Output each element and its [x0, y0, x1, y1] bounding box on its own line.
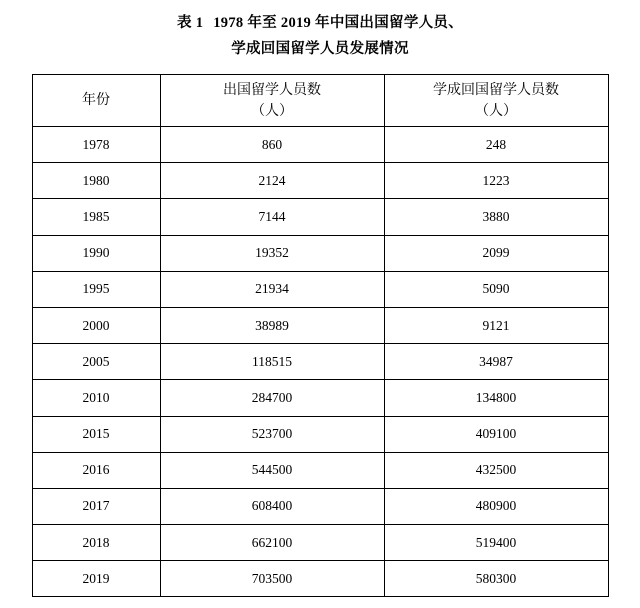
cell-year: 2017: [32, 488, 160, 524]
cell-year: 1995: [32, 271, 160, 307]
table-row: [32, 452, 608, 488]
cell-returned: 248: [384, 127, 608, 163]
table-row: [32, 344, 608, 380]
cell-year: 1978: [32, 127, 160, 163]
cell-returned: 480900: [384, 488, 608, 524]
cell-outbound: 21934: [160, 271, 384, 307]
cell-returned: 1223: [384, 163, 608, 199]
cell-year: 2005: [32, 344, 160, 380]
column-header-outbound-label: 出国留学人员数: [223, 82, 321, 98]
cell-outbound: 523700: [160, 416, 384, 452]
cell-outbound: 662100: [160, 525, 384, 561]
cell-outbound: 19352: [160, 235, 384, 271]
cell-outbound: 118515: [160, 344, 384, 380]
caption-title-part-2: 学成回国留学人员发展情况: [231, 41, 409, 57]
table-number: 表 1: [176, 15, 204, 31]
table-row: [32, 525, 608, 561]
table-row: [32, 561, 608, 597]
column-header-year: [32, 75, 160, 127]
table-caption: [0, 0, 640, 62]
table-row: [32, 235, 608, 271]
table-row: [32, 199, 608, 235]
cell-year: 2018: [32, 525, 160, 561]
cell-returned: 134800: [384, 380, 608, 416]
table-row: [32, 271, 608, 307]
table-row: [32, 127, 608, 163]
table-body: [32, 127, 608, 597]
column-header-returned: [384, 75, 608, 127]
cell-returned: 3880: [384, 199, 608, 235]
cell-outbound: 38989: [160, 307, 384, 343]
column-header-outbound: [160, 75, 384, 127]
cell-returned: 580300: [384, 561, 608, 597]
cell-returned: 432500: [384, 452, 608, 488]
table-row: [32, 416, 608, 452]
column-header-outbound-unit: （人）: [251, 103, 293, 119]
cell-year: 1985: [32, 199, 160, 235]
cell-outbound: 544500: [160, 452, 384, 488]
caption-line-2: [0, 36, 640, 62]
column-header-year-label: 年份: [82, 93, 110, 108]
cell-year: 2019: [32, 561, 160, 597]
cell-returned: 9121: [384, 307, 608, 343]
cell-year: 1990: [32, 235, 160, 271]
table-row: [32, 307, 608, 343]
cell-outbound: 860: [160, 127, 384, 163]
table-row: [32, 163, 608, 199]
table-header: [32, 75, 608, 127]
column-header-returned-label: 学成回国留学人员数: [433, 82, 559, 98]
cell-returned: 409100: [384, 416, 608, 452]
cell-year: 2016: [32, 452, 160, 488]
table-row: [32, 380, 608, 416]
cell-returned: 2099: [384, 235, 608, 271]
table-header-row: [32, 75, 608, 127]
caption-title-part-1: 1978 年至 2019 年中国出国留学人员、: [213, 15, 464, 31]
cell-year: 1980: [32, 163, 160, 199]
cell-outbound: 608400: [160, 488, 384, 524]
cell-outbound: 7144: [160, 199, 384, 235]
cell-outbound: 284700: [160, 380, 384, 416]
cell-year: 2000: [32, 307, 160, 343]
caption-line-1: [0, 10, 640, 36]
column-header-returned-unit: （人）: [475, 103, 517, 119]
table-row: [32, 488, 608, 524]
cell-returned: 34987: [384, 344, 608, 380]
cell-outbound: 2124: [160, 163, 384, 199]
cell-returned: 5090: [384, 271, 608, 307]
cell-year: 2010: [32, 380, 160, 416]
cell-year: 2015: [32, 416, 160, 452]
cell-returned: 519400: [384, 525, 608, 561]
cell-outbound: 703500: [160, 561, 384, 597]
study-abroad-table: [32, 74, 609, 597]
